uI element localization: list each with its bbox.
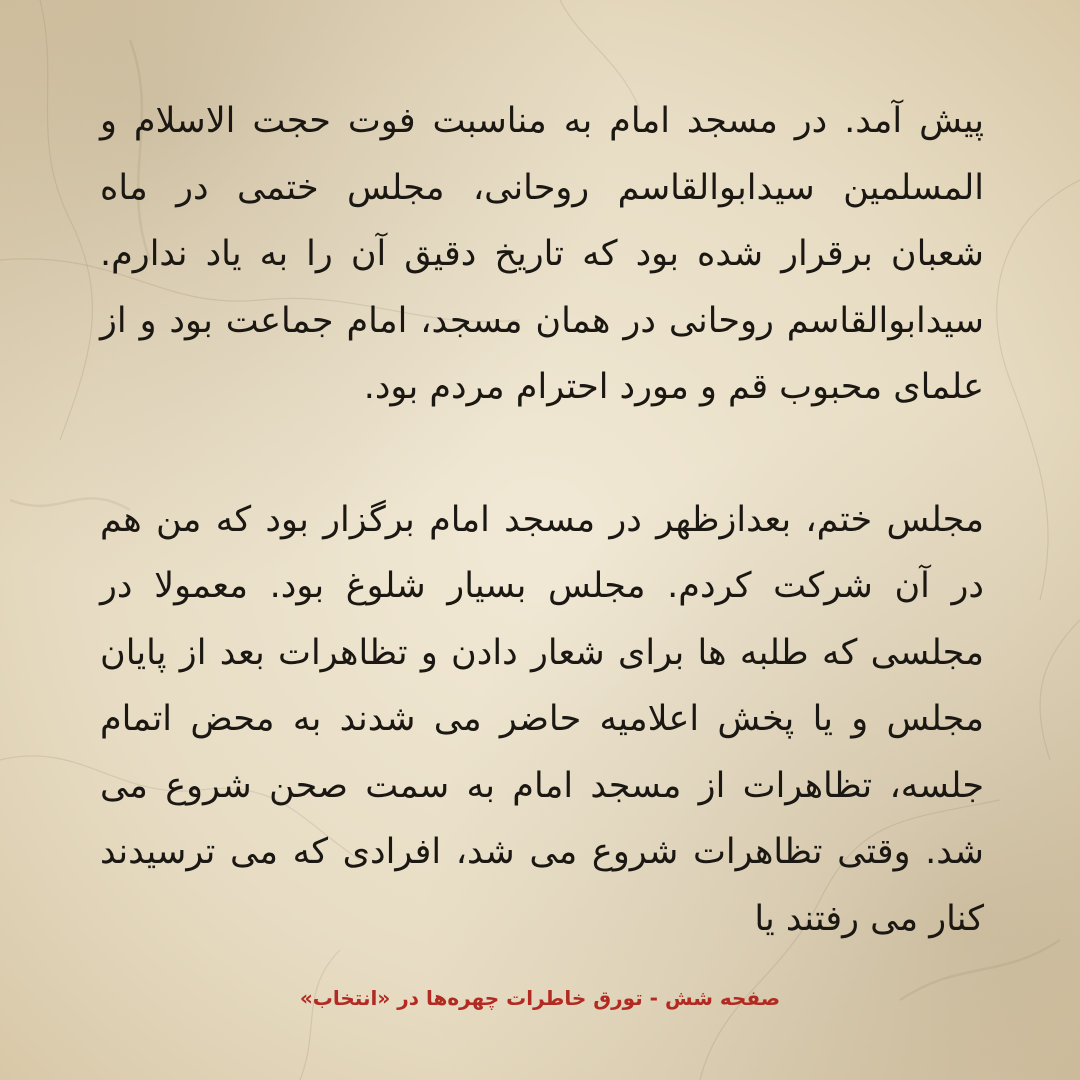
paragraph-1: پیش آمد. در مسجد امام به مناسبت فوت حجت الاسلام و المسلمین سیدابوالقاسم روحانی، مجلس ختمی در ماه شعبان برقرار شده بود که تاریخ دقیق آن را به یاد ندارم. سیدابوالقاسم روحانی در همان مسجد، امام جماعت بود و از علمای محبوب قم و مورد احترام مردم بود. xyxy=(100,101,984,407)
page-body xyxy=(100,88,984,952)
page-footer: صفحه شش - تورق خاطرات چهره‌ها در «انتخاب» xyxy=(299,986,781,1010)
paragraph-2: مجلس ختم، بعدازظهر در مسجد امام برگزار بود که من هم در آن شرکت کردم. مجلس بسیار شلوغ بود. معمولا در مجلسی که طلبه ها برای شعار دادن و تظاهرات بعد از پایان مجلس و یا پخش اعلامیه حاضر می شدند به محض اتمام جلسه، تظاهرات از مسجد امام به سمت صحن شروع می شد. وقتی تظاهرات شروع می شد، افرادی که می ترسیدند کنار می رفتند یا xyxy=(100,499,984,939)
